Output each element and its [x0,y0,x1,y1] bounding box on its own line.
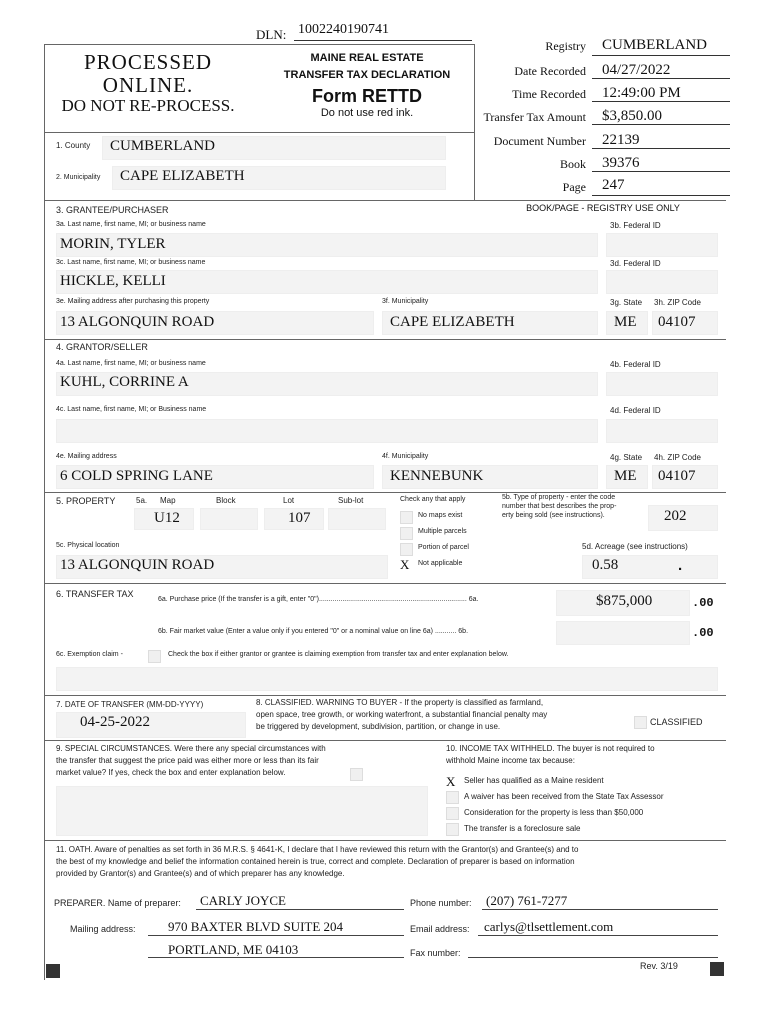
portion-parcel-checkbox[interactable] [400,543,413,556]
not-applicable-label: Not applicable [418,560,463,567]
fmv-cents: .00 [692,626,714,640]
grantor-c-label: 4c. Last name, first name, MI; or Business name [56,406,207,413]
type-value: 202 [664,508,687,524]
mail-label: Mailing address: [70,924,136,934]
preparer-name-line[interactable] [196,909,404,910]
time-recorded-value: 12:49:00 PM [602,85,681,101]
grantee-c-value: HICKLE, KELLI [60,273,166,289]
withheld-opt2-checkbox[interactable] [446,791,459,804]
email-value: carlys@tlsettlement.com [484,919,614,934]
special-text-2: the transfer that suggest the price paid was either more or less than its fair [56,756,319,765]
grantor-b-label: 4b. Federal ID [610,360,661,369]
type-label-1: 5b. Type of property - enter the code [502,494,616,501]
withheld-opt4: The transfer is a foreclosure sale [464,824,581,833]
withheld-opt2: A waiver has been received from the State Tax Assessor [464,792,664,801]
registration-mark-right [710,962,724,976]
mail-line-2-value: PORTLAND, ME 04103 [168,942,299,957]
location-value: 13 ALGONQUIN ROAD [60,557,215,573]
withheld-text-2: withhold Maine income tax because: [446,756,575,765]
special-text-1: 9. SPECIAL CIRCUMSTANCES. Were there any special circumstances with [56,744,326,753]
exemption-label: 6c. Exemption claim - [56,651,123,658]
withheld-opt3: Consideration for the property is less than $50,000 [464,808,644,817]
sublot-label: Sub-lot [338,496,364,505]
registry-label: Registry [545,39,586,53]
grantor-d-field[interactable] [606,419,718,443]
stamp-line-3: DO NOT RE-PROCESS. [61,96,235,115]
dln-label: DLN: [256,27,287,42]
sublot-field[interactable] [328,508,386,530]
dln-value: 1002240190741 [298,22,389,37]
map-label: Map [160,496,176,505]
withheld-opt4-checkbox[interactable] [446,823,459,836]
acreage-value: 0.58 [592,557,619,573]
transfer-tax-header: 6. TRANSFER TAX [56,589,134,599]
doc-number-label: Document Number [493,134,586,148]
type-label-2: number that best describes the prop- [502,503,617,510]
registry-value: CUMBERLAND [602,37,708,53]
block-field[interactable] [200,508,258,530]
fax-label: Fax number: [410,948,461,958]
grantor-f-label: 4f. Municipality [382,453,429,460]
not-applicable-mark: X [400,557,410,572]
municipality-value: CAPE ELIZABETH [120,168,245,184]
county-label: 1. County [56,141,91,150]
grantee-b-field[interactable] [606,233,718,257]
purchase-value: $875,000 [596,593,653,609]
purchase-label: 6a. Purchase price (If the transfer is a gift, enter "0")............................................................................ 6a. [158,596,479,603]
no-maps-checkbox[interactable] [400,511,413,524]
grantee-a-value: MORIN, TYLER [60,236,166,252]
fmv-label: 6b. Fair market value (Enter a value only if you entered "0" or a nominal value on line 6a) ........... 6b. [158,628,469,635]
block-label: Block [216,496,236,505]
location-label: 5c. Physical location [56,542,120,549]
date-recorded-label: Date Recorded [514,64,586,78]
form-title-1: MAINE REAL ESTATE [310,52,424,64]
acreage-dot: . [678,557,683,574]
withheld-text-1: 10. INCOME TAX WITHHELD. The buyer is not required to [446,744,655,753]
grantee-f-label: 3f. Municipality [382,298,429,305]
stamp-line-2: ONLINE. [102,73,194,97]
grantor-e-value: 6 COLD SPRING LANE [60,468,213,484]
exemption-text: Check the box if either grantor or grantee is claiming exemption from transfer tax and enter explanation below. [168,651,509,658]
grantor-h-label: 4h. ZIP Code [654,453,701,462]
date-transfer-label: 7. DATE OF TRANSFER (MM-DD-YYYY) [56,700,204,709]
classified-label: CLASSIFIED [650,717,703,727]
no-maps-label: No maps exist [418,512,463,519]
grantee-e-label: 3e. Mailing address after purchasing this property [56,298,210,305]
lot-value: 107 [288,510,311,526]
classified-text-3: be triggered by development, subdivision, partition, or change in use. [256,722,501,731]
lot-label: Lot [283,496,295,505]
form-title-4: Do not use red ink. [320,107,414,119]
map-value: U12 [154,510,180,526]
grantor-h-value: 04107 [658,468,696,484]
grantor-f-value: KENNEBUNK [390,468,484,484]
classified-text-2: open space, tree growth, or working waterfront, a substantial financial penalty may [256,710,548,719]
property-header: 5. PROPERTY [56,496,116,506]
grantee-d-label: 3d. Federal ID [610,259,661,268]
withheld-opt3-checkbox[interactable] [446,807,459,820]
book-label: Book [559,157,586,171]
special-explanation-field[interactable] [56,786,428,836]
date-transfer-value: 04-25-2022 [80,714,150,730]
oath-text-2: the best of my knowledge and belief the information contained herein is true, correct and complete. Declaration of preparer is based on information [56,857,575,866]
registry-footer: BOOK/PAGE - REGISTRY USE ONLY [526,203,680,213]
preparer-name-label: PREPARER. Name of preparer: [54,898,181,908]
preparer-name-value: CARLY JOYCE [200,893,286,908]
grantor-b-field[interactable] [606,372,718,396]
page-label: Page [562,180,586,194]
fax-line[interactable] [468,957,718,958]
grantee-b-label: 3b. Federal ID [610,221,661,230]
classified-checkbox[interactable] [634,716,647,729]
grantee-h-value: 04107 [658,314,696,330]
purchase-cents: .00 [692,596,714,610]
grantor-g-value: ME [614,468,637,484]
email-line[interactable] [478,935,718,936]
multiple-parcels-checkbox[interactable] [400,527,413,540]
exemption-explanation-field[interactable] [56,667,718,691]
withheld-opt1-mark: X [446,774,456,789]
grantor-g-label: 4g. State [610,453,643,462]
page-value: 247 [602,177,625,193]
grantor-header: 4. GRANTOR/SELLER [56,342,148,352]
doc-number-value: 22139 [602,132,640,148]
tax-amount-value: $3,850.00 [602,108,662,124]
tax-amount-label: Transfer Tax Amount [483,110,586,124]
grantor-d-label: 4d. Federal ID [610,406,661,415]
grantor-a-value: KUHL, CORRINE A [60,374,189,390]
grantee-g-label: 3g. State [610,298,643,307]
grantee-f-value: CAPE ELIZABETH [390,314,515,330]
form-title-3: Form RETTD [312,86,422,106]
municipality-label: 2. Municipality [56,174,101,181]
grantor-c-field[interactable] [56,419,598,443]
phone-value: (207) 761-7277 [486,893,568,908]
oath-text-3: provided by Grantor(s) and Grantee(s) and of which preparer has any knowledge. [56,869,345,878]
withheld-opt1: Seller has qualified as a Maine resident [464,776,604,785]
date-recorded-value: 04/27/2022 [602,62,671,78]
phone-line[interactable] [482,909,718,910]
time-recorded-label: Time Recorded [512,87,586,101]
grantee-e-value: 13 ALGONQUIN ROAD [60,314,215,330]
stamp-line-1: PROCESSED [83,50,213,74]
phone-label: Phone number: [410,898,472,908]
grantor-a-label: 4a. Last name, first name, MI; or business name [56,360,206,367]
special-checkbox[interactable] [350,768,363,781]
email-label: Email address: [410,924,470,934]
mail-line-1-value: 970 BAXTER BLVD SUITE 204 [168,919,344,934]
form-title-2: TRANSFER TAX DECLARATION [283,69,451,81]
book-value: 39376 [602,155,640,171]
grantee-d-field[interactable] [606,270,718,294]
check-apply-label: Check any that apply [400,496,466,503]
acreage-label: 5d. Acreage (see instructions) [582,542,688,551]
revision: Rev. 3/19 [640,961,678,971]
county-value: CUMBERLAND [110,138,216,154]
mail-line-1[interactable] [148,935,404,936]
portion-parcel-label: Portion of parcel [418,544,469,551]
multiple-parcels-label: Multiple parcels [418,528,467,535]
fmv-field[interactable] [556,621,690,645]
grantee-h-label: 3h. ZIP Code [654,298,701,307]
oath-text-1: 11. OATH. Aware of penalties as set forth in 36 M.R.S. § 4641-K, I declare that I have reviewed this return with the Grantor(s) and Grantee(s) and to [56,845,579,854]
grantor-e-label: 4e. Mailing address [56,453,117,460]
grantee-header: 3. GRANTEE/PURCHASER [56,205,169,215]
grantee-a-label: 3a. Last name, first name, MI; or business name [56,221,206,228]
exemption-checkbox[interactable] [148,650,161,663]
grantee-g-value: ME [614,314,637,330]
classified-text-1: 8. CLASSIFIED. WARNING TO BUYER - If the property is classified as farmland, [256,698,544,707]
grantee-c-label: 3c. Last name, first name, MI; or business name [56,259,206,266]
map-prefix: 5a. [136,496,148,505]
special-text-3: market value? If yes, check the box and enter explanation below. [56,768,286,777]
type-label-3: erty being sold (see instructions). [502,512,605,519]
registration-mark-left [46,964,60,978]
